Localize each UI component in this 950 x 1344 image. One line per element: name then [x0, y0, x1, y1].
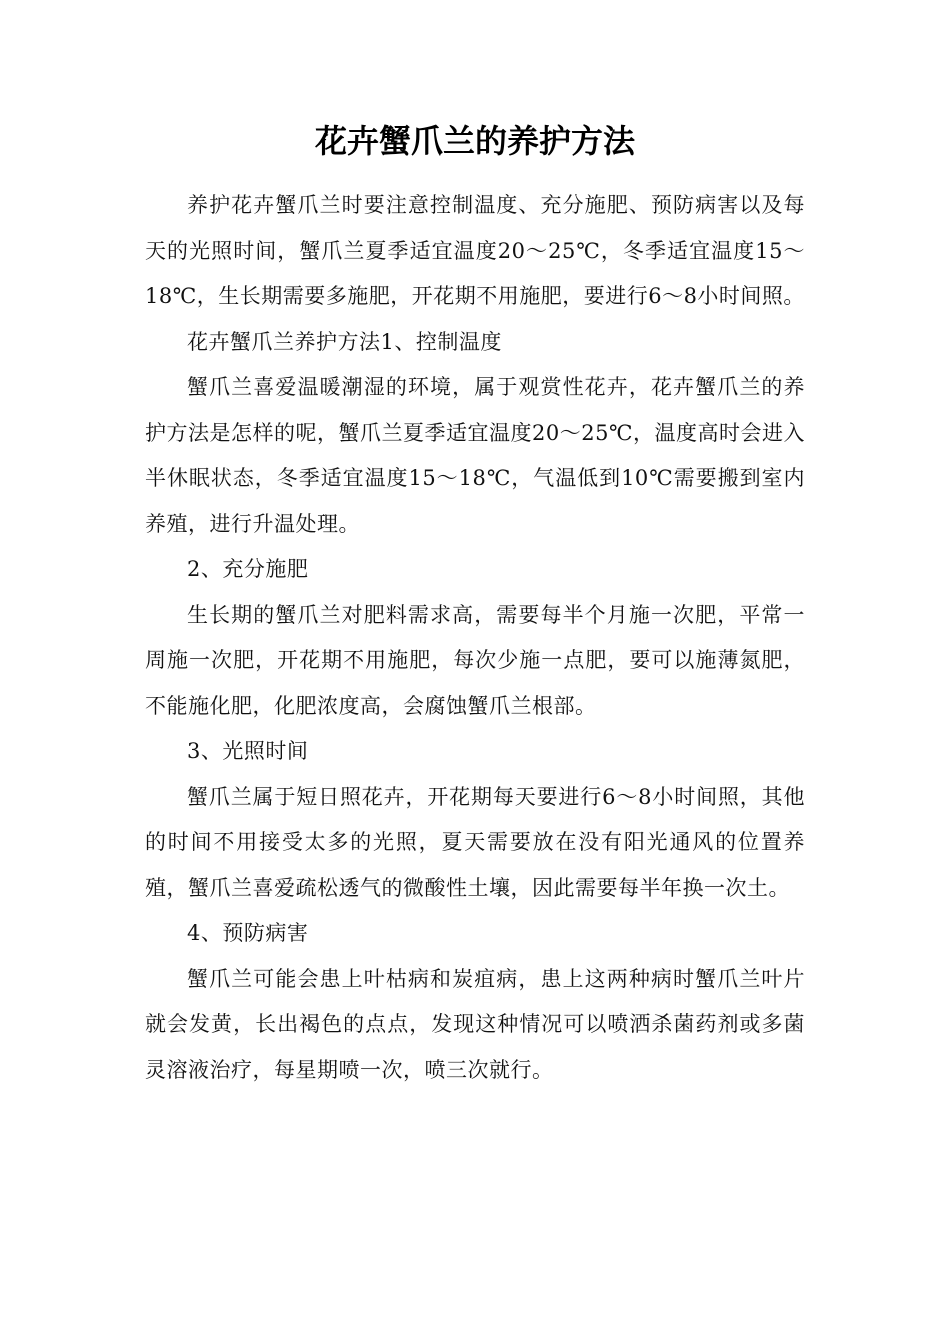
- document-body: [145, 183, 805, 1093]
- disease-paragraph: 蟹爪兰可能会患上叶枯病和炭疽病，患上这两种病时蟹爪兰叶片就会发黄，长出褐色的点点，发现这种情况可以喷洒杀菌药剂或多菌灵溶液治疗，每星期喷一次，喷三次就行。: [145, 966, 805, 1082]
- section-heading-fertilizer: 2、充分施肥: [187, 557, 309, 581]
- light-paragraph: 蟹爪兰属于短日照花卉，开花期每天要进行6～8小时间照，其他的时间不用接受太多的光照，夏天需要放在没有阳光通风的位置养殖，蟹爪兰喜爱疏松透气的微酸性土壤，因此需要每半年换一次土。: [145, 784, 805, 900]
- section-heading-temperature: 花卉蟹爪兰养护方法1、控制温度: [187, 329, 502, 354]
- fertilizer-paragraph: 生长期的蟹爪兰对肥料需求高，需要每半个月施一次肥，平常一周施一次肥，开花期不用施肥，每次少施一点肥，要可以施薄氮肥，不能施化肥，化肥浓度高，会腐蚀蟹爪兰根部。: [145, 602, 805, 718]
- document-title: 花卉蟹爪兰的养护方法: [314, 122, 635, 160]
- section-heading-light: 3、光照时间: [187, 739, 309, 763]
- temperature-paragraph: 蟹爪兰喜爱温暖潮湿的环境，属于观赏性花卉，花卉蟹爪兰的养护方法是怎样的呢，蟹爪兰夏季适宜温度20～25℃，温度高时会进入半休眠状态，冬季适宜温度15～18℃，气温低到10℃需要搬到室内养殖，进行升温处理。: [145, 375, 805, 536]
- intro-paragraph: 养护花卉蟹爪兰时要注意控制温度、充分施肥、预防病害以及每天的光照时间，蟹爪兰夏季适宜温度20～25℃，冬季适宜温度15～18℃，生长期需要多施肥，开花期不用施肥，要进行6～8小时间照。: [145, 193, 805, 308]
- section-heading-disease: 4、预防病害: [187, 921, 309, 945]
